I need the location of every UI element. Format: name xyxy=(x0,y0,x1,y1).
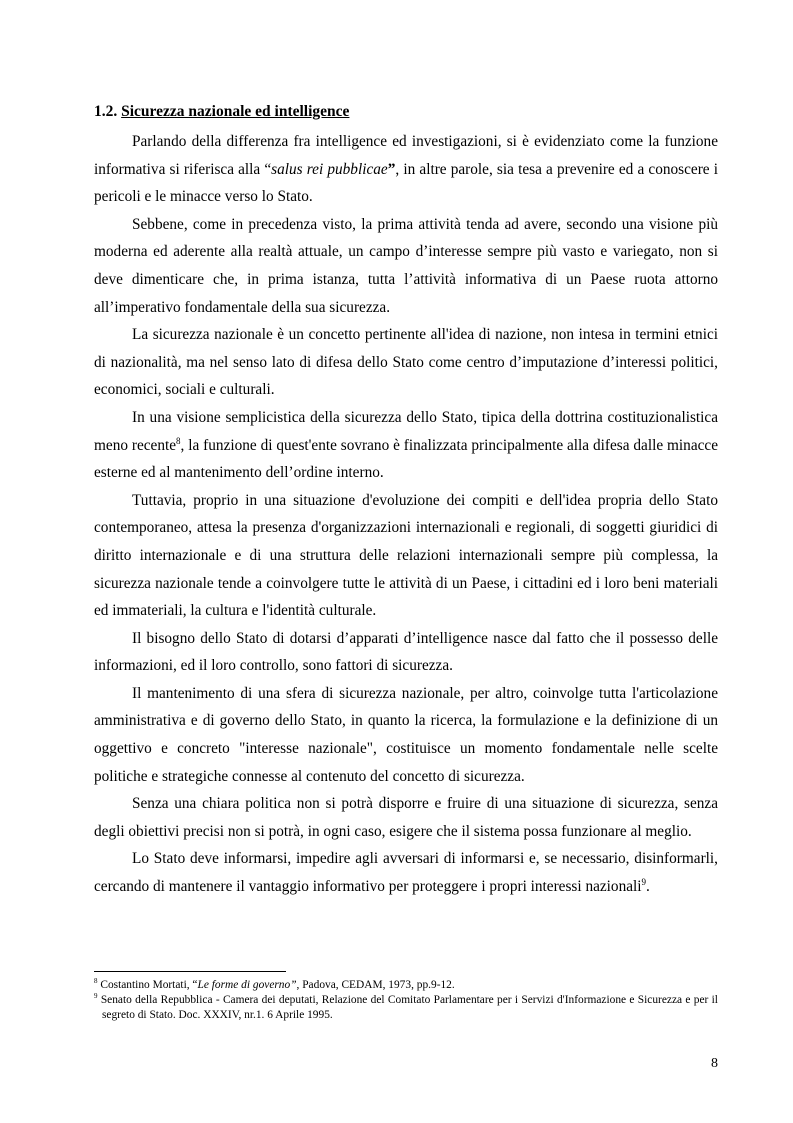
page-number: 8 xyxy=(711,1056,718,1071)
page-body xyxy=(94,100,718,901)
paragraph-1: Parlando della differenza fra intelligence ed investigazioni, si è evidenziato come la funzione informativa si riferisca alla “salus rei pubblicae”, in altre parole, sia tesa a prevenire ed a conoscere i pericoli e le minacce verso lo Stato. xyxy=(94,133,718,206)
paragraph-2: Sebbene, come in precedenza visto, la prima attività tenda ad avere, secondo una visione più moderna ed aderente alla realtà attuale, un campo d’interesse sempre più vasto e variegato, non si deve dimenticare che, in prima istanza, tutta l’attività informativa di un Paese ruota attorno all’imperativo fondamentale della sua sicurezza. xyxy=(94,215,718,316)
paragraph-7: Il mantenimento di una sfera di sicurezza nazionale, per altro, coinvolge tutta l'articolazione amministrativa e di governo dello Stato, in quanto la ricerca, la formulazione e la definizione di un oggettivo e concreto "interesse nazionale", costituisce un momento fondamentale nelle scelte politiche e strategiche connesse al contenuto del concetto di sicurezza. xyxy=(94,684,718,785)
section-heading xyxy=(94,100,718,124)
footnote-9: $^9$ Senato della Repubblica - Camera dei deputati, Relazione del Comitato Parlamentare per i Servizi d'Informazione e Sicurezza e per il segreto di Stato. Doc. XXXIV, nr.1. 6 Aprile 1995. xyxy=(94,992,718,1021)
paragraph-6: Il bisogno dello Stato di dotarsi d’apparati d’intelligence nasce dal fatto che il possesso delle informazioni, ed il loro controllo, sono fattori di sicurezza. xyxy=(94,629,718,675)
section-number: 1.2. xyxy=(94,103,118,120)
paragraph-5: Tuttavia, proprio in una situazione d'evoluzione dei compiti e dell'idea propria dello Stato contemporaneo, attesa la presenza d'organizzazioni internazionali e regionali, di soggetti giuridici di diritto internazionale e di una struttura delle relazioni internazionali sempre più complessa, la sicurezza nazionale tende a coinvolgere tutte le attività di un Paese, i cittadini ed i loro beni materiali ed immateriali, la cultura e l'identità culturale. xyxy=(94,491,718,620)
section-title: Sicurezza nazionale ed intelligence xyxy=(121,103,350,120)
paragraph-8: Senza una chiara politica non si potrà disporre e fruire di una situazione di sicurezza, senza degli obiettivi precisi non si potrà, in ogni caso, esigere che il sistema possa funzionare al meglio. xyxy=(94,795,718,840)
footnote-ref-8[interactable]: 8 xyxy=(176,435,181,446)
footnote-8: $^8$ Costantino Mortati, “Le forme di governo”, Padova, CEDAM, 1973, pp.9-12. xyxy=(94,977,455,991)
footnotes xyxy=(94,978,718,1023)
paragraph-4: In una visione semplicistica della sicurezza dello Stato, tipica della dottrina costituzionalistica meno recente$^8$, la funzione di quest'ente sovrano è finalizzata principalmente alla difesa dalle minacce esterne ed al mantenimento dell’ordine interno. xyxy=(94,408,718,482)
paragraph-9: Lo Stato deve informarsi, impedire agli avversari di informarsi e, se necessario, disinformarli, cercando di mantenere il vantaggio informativo per proteggere i propri interessi nazionali$^9$. xyxy=(94,850,718,896)
footnote-separator xyxy=(94,971,286,972)
paragraph-3: La sicurezza nazionale è un concetto pertinente all'idea di nazione, non intesa in termini etnici di nazionalità, ma nel senso lato di difesa dello Stato come centro d’imputazione d’interessi politici, economici, sociali e culturali. xyxy=(94,326,718,399)
footnote-ref-9[interactable]: 9 xyxy=(641,876,647,887)
